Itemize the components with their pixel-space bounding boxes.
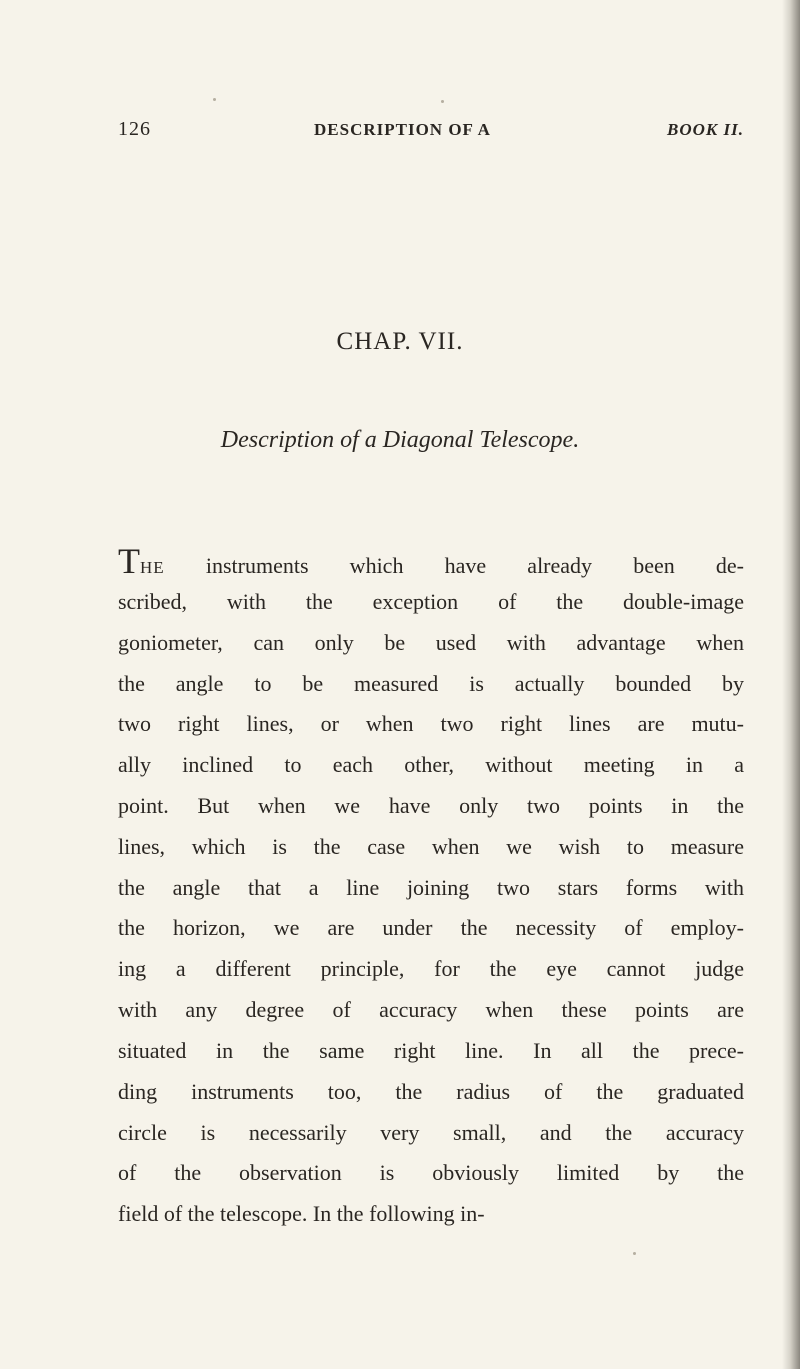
- text-line: point. But when we have only two points in the: [118, 793, 744, 818]
- text-line: scribed, with the exception of the double-image: [118, 589, 744, 614]
- first-line-rest: instruments which have already been de-: [205, 553, 744, 578]
- text-line: with any degree of accuracy when these points are: [118, 997, 744, 1022]
- chapter-title: CHAP. VII.: [336, 328, 464, 355]
- running-header: [118, 118, 744, 148]
- text-line: lines, which is the case when we wish to measure: [118, 834, 744, 859]
- page-edge-shadow: [782, 0, 800, 1369]
- drop-cap: T: [118, 541, 140, 581]
- paper-speck: [441, 100, 444, 103]
- text-line: ally inclined to each other, without meeting in a: [118, 752, 744, 777]
- text-line: ing a different principle, for the eye cannot judge: [118, 956, 744, 981]
- paper-speck: [633, 1252, 636, 1255]
- book-label: BOOK II.: [667, 120, 744, 139]
- paper-speck: [213, 98, 216, 101]
- text-line: field of the telescope. In the following in-: [118, 1201, 485, 1226]
- text-line: ding instruments too, the radius of the graduated: [118, 1079, 744, 1104]
- page-number: 126: [118, 118, 151, 140]
- text-line: goniometer, can only be used with advantage when: [118, 630, 744, 655]
- text-line: circle is necessarily very small, and the accuracy: [118, 1120, 744, 1145]
- text-line: two right lines, or when two right lines are mutu-: [118, 711, 744, 736]
- text-line: the angle that a line joining two stars forms with: [118, 875, 744, 900]
- text-line: the angle to be measured is actually bounded by: [118, 671, 744, 696]
- first-word-rest: HE: [140, 558, 165, 577]
- text-line: the horizon, we are under the necessity of employ-: [118, 915, 744, 940]
- running-title: DESCRIPTION OF A: [314, 120, 491, 139]
- text-line: situated in the same right line. In all the prece-: [118, 1038, 744, 1063]
- text-line: of the observation is obviously limited by the: [118, 1160, 744, 1185]
- section-title: Description of a Diagonal Telescope.: [220, 427, 580, 453]
- text-line: [118, 543, 744, 579]
